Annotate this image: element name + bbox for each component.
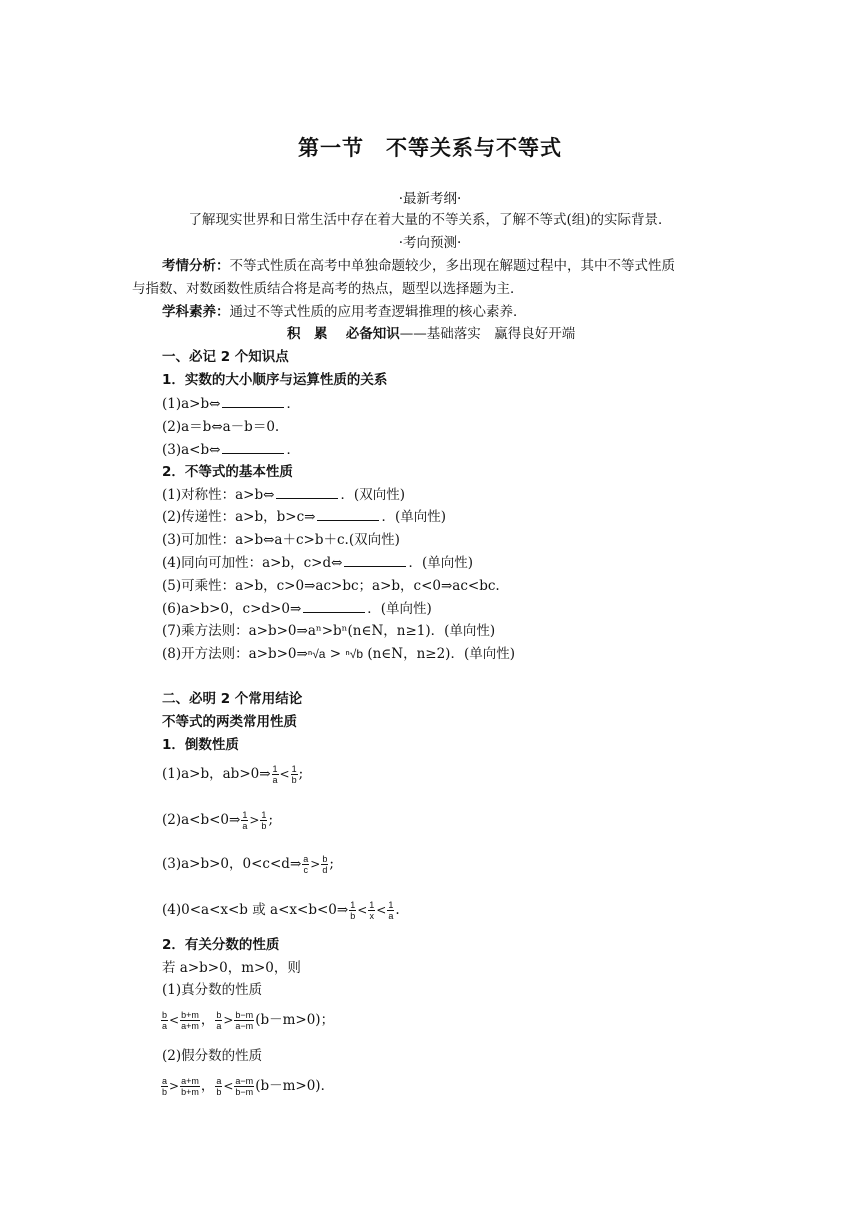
fraction: $\frac{b}{d}$ [322, 854, 328, 875]
syllabus-text: 了解现实世界和日常生活中存在着大量的不等关系，了解不等式(组)的实际背景． [188, 212, 672, 228]
reciprocal-3: (3)a>b>0，0<c<d⇒ $\frac{a}{c}$ > $\frac{b}{d}$ ; [162, 854, 334, 875]
section-2-sub-1: 1．倒数性质 [162, 737, 239, 753]
section-1-sub-1: 1．实数的大小顺序与运算性质的关系 [162, 372, 388, 388]
answer-blank[interactable] [303, 600, 365, 613]
nth-root-a: ⁿ√a [307, 647, 326, 661]
section-1-heading: 一、必记 2 个知识点 [162, 349, 289, 365]
section-2-sub: 不等式的两类常用性质 [162, 714, 297, 730]
answer-blank[interactable] [222, 441, 284, 454]
property-7: (7)乘方法则：a>b>0⇒aⁿ>bⁿ(n∈N，n≥1)．(单向性) [162, 623, 496, 639]
relation-line-3: (3)a<b⇔ ． [162, 442, 300, 458]
reciprocal-1: (1)a>b，ab>0⇒ $\frac{1}{a}$ < $\frac{1}{b}$ ; [162, 764, 304, 785]
reciprocal-2: (2)a<b<0⇒ $\frac{1}{a}$ > $\frac{1}{b}$ ; [162, 810, 273, 831]
fraction-condition: 若 a>b>0，m>0，则 [162, 960, 301, 976]
property-8: (8)开方法则：a>b>0⇒ⁿ√a > ⁿ√b (n∈N，n≥2)．(单向性) [162, 646, 515, 662]
section-2-sub-2: 2．有关分数的性质 [162, 937, 280, 953]
literacy-text: 通过不等式性质的应用考查逻辑推理的核心素养． [229, 304, 527, 320]
literacy-line [162, 303, 527, 321]
fraction: $\frac{1}{b}$ [350, 900, 356, 921]
property-3: (3)可加性：a>b⇔a＋c>b＋c.(双向性) [162, 532, 400, 548]
fraction: $\frac{1}{b}$ [261, 810, 267, 831]
fraction: $\frac{a}{b}$ [162, 1076, 168, 1097]
analysis-label: 考情分析： [162, 258, 230, 274]
relation-line-2: (2)a＝b⇔a－b＝0. [162, 419, 280, 435]
property-6: (6)a>b>0，c>d>0⇒ ．(单向性) [162, 601, 432, 617]
nth-root-b: ⁿ√b [345, 647, 364, 661]
fraction: $\frac{b+m}{a+m}$ [181, 1010, 199, 1031]
answer-blank[interactable] [222, 395, 284, 408]
syllabus-heading: ·最新考纲· [398, 191, 462, 207]
relation-line-1: (1)a>b⇔ ． [162, 396, 300, 412]
forecast-heading: ·考向预测· [398, 235, 462, 251]
reciprocal-4: (4)0<a<x<b 或 a<x<b<0⇒ $\frac{1}{b}$ < $\frac{1}{x}$ < $\frac{1}{a}$ . [162, 900, 400, 921]
answer-blank[interactable] [344, 554, 406, 567]
fraction: $\frac{1}{x}$ [369, 900, 375, 921]
literacy-label: 学科素养： [162, 304, 230, 320]
page-title: 第一节 不等关系与不等式 [298, 136, 562, 160]
fraction: $\frac{a}{b}$ [216, 1076, 222, 1097]
improper-fraction-formula: $\frac{a}{b}$ > $\frac{a+m}{b+m}$ ， $\frac{a}{b}$ < $\frac{a-m}{b-m}$ (b－m>0)． [162, 1076, 335, 1097]
accumulate-label: 积 累 必备知识 [287, 326, 400, 342]
analysis-text-1: 不等式性质在高考中单独命题较少，多出现在解题过程中，其中不等式性质 [229, 258, 675, 274]
fraction: $\frac{b}{a}$ [216, 1010, 222, 1031]
proper-fraction-formula: $\frac{b}{a}$ < $\frac{b+m}{a+m}$ ， $\frac{b}{a}$ > $\frac{b-m}{a-m}$ (b－m>0)； [162, 1010, 335, 1031]
fraction: $\frac{1}{b}$ [291, 764, 297, 785]
fraction: $\frac{a+m}{b+m}$ [181, 1076, 199, 1097]
section-1-sub-2: 2．不等式的基本性质 [162, 464, 293, 480]
property-1: (1)对称性：a>b⇔ ．(双向性) [162, 487, 405, 503]
property-2: (2)传递性：a>b，b>c⇒ ．(单向性) [162, 509, 446, 525]
property-4: (4)同向可加性：a>b，c>d⇔ ．(单向性) [162, 555, 473, 571]
analysis-text-2: 与指数、对数函数性质结合将是高考的热点，题型以选择题为主． [132, 281, 524, 297]
fraction: $\frac{1}{a}$ [272, 764, 278, 785]
answer-blank[interactable] [276, 486, 338, 499]
fraction: $\frac{a}{c}$ [303, 854, 309, 875]
property-5: (5)可乘性：a>b，c>0⇒ac>bc；a>b，c<0⇒ac<bc. [162, 578, 500, 594]
answer-blank[interactable] [317, 508, 379, 521]
accumulate-line [287, 325, 575, 343]
improper-fraction-label: (2)假分数的性质 [162, 1048, 263, 1064]
fraction: $\frac{a-m}{b-m}$ [235, 1076, 254, 1097]
accumulate-tail: ——基础落实 赢得良好开端 [399, 326, 576, 342]
fraction: $\frac{b}{a}$ [162, 1010, 168, 1031]
fraction: $\frac{1}{a}$ [388, 900, 394, 921]
fraction: $\frac{1}{a}$ [242, 810, 248, 831]
analysis-line-1 [162, 257, 675, 275]
fraction: $\frac{b-m}{a-m}$ [235, 1010, 254, 1031]
proper-fraction-label: (1)真分数的性质 [162, 982, 263, 998]
section-2-heading: 二、必明 2 个常用结论 [162, 691, 303, 707]
